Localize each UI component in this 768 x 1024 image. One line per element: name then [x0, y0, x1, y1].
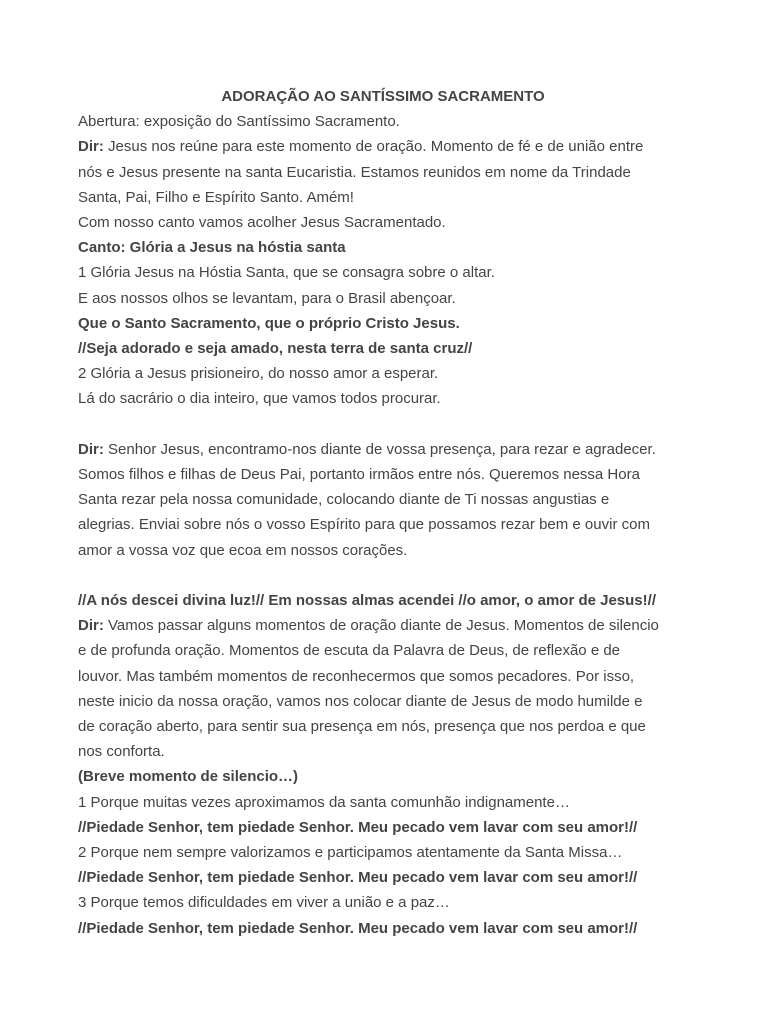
chant-line: //A nós descei divina luz!// Em nossas almas acendei //o amor, o amor de Jesus!//: [78, 592, 656, 610]
opening-line: Abertura: exposição do Santíssimo Sacramento.: [78, 113, 400, 131]
response-line: //Piedade Senhor, tem piedade Senhor. Meu pecado vem lavar com seu amor!//: [78, 919, 638, 937]
paragraph-line: Dir: Senhor Jesus, encontramo-nos diante de vossa presença, para rezar e agradecer.: [78, 440, 656, 458]
paragraph-line: Santa rezar pela nossa comunidade, colocando diante de Ti nossas angustias e: [78, 491, 610, 509]
paragraph-line: Somos filhos e filhas de Deus Pai, portanto irmãos entre nós. Queremos nessa Hora: [78, 466, 640, 484]
document-title: ADORAÇÃO AO SANTÍSSIMO SACRAMENTO: [221, 88, 545, 105]
response-line: //Piedade Senhor, tem piedade Senhor. Meu pecado vem lavar com seu amor!//: [78, 818, 638, 836]
response-line: //Piedade Senhor, tem piedade Senhor. Meu pecado vem lavar com seu amor!//: [78, 869, 638, 887]
hymn-heading: Canto: Glória a Jesus na hóstia santa: [78, 239, 346, 257]
paragraph-line: Santa, Pai, Filho e Espírito Santo. Amém!: [78, 188, 354, 206]
blank-line: [78, 412, 688, 437]
paragraph-line: louvor. Mas também momentos de reconhecermos que somos pecadores. Por isso,: [78, 667, 635, 685]
hymn-line: 2 Glória a Jesus prisioneiro, do nosso amor a esperar.: [78, 365, 439, 383]
speaker-label: Dir:: [78, 138, 104, 156]
paragraph-line: nos conforta.: [78, 743, 165, 761]
petition-line: 3 Porque temos dificuldades em viver a união e a paz…: [78, 894, 450, 912]
document-page: [78, 84, 688, 941]
speaker-label: Dir:: [78, 617, 104, 635]
hymn-line: Lá do sacrário o dia inteiro, que vamos todos procurar.: [78, 390, 441, 408]
paragraph-line: nós e Jesus presente na santa Eucaristia. Estamos reunidos em nome da Trindade: [78, 163, 631, 181]
instruction-line: (Breve momento de silencio…): [78, 768, 299, 786]
paragraph-line: Com nosso canto vamos acolher Jesus Sacramentado.: [78, 214, 446, 232]
paragraph-line: e de profunda oração. Momentos de escuta da Palavra de Deus, de reflexão e de: [78, 642, 621, 660]
paragraph-line: Dir: Vamos passar alguns momentos de oração diante de Jesus. Momentos de silencio: [78, 617, 659, 635]
paragraph-line: de coração aberto, para sentir sua presença em nós, presença que nos perdoa e que: [78, 718, 646, 736]
hymn-line: 1 Glória Jesus na Hóstia Santa, que se consagra sobre o altar.: [78, 264, 495, 282]
hymn-refrain-line: Que o Santo Sacramento, que o próprio Cristo Jesus.: [78, 314, 460, 332]
paragraph-line: Dir: Jesus nos reúne para este momento de oração. Momento de fé e de união entre: [78, 138, 644, 156]
blank-line: [78, 563, 688, 588]
paragraph-line: neste inicio da nossa oração, vamos nos colocar diante de Jesus de modo humilde e: [78, 692, 643, 710]
speaker-label: Dir:: [78, 440, 104, 458]
petition-line: 2 Porque nem sempre valorizamos e participamos atentamente da Santa Missa…: [78, 844, 623, 862]
hymn-line: E aos nossos olhos se levantam, para o Brasil abençoar.: [78, 289, 456, 307]
paragraph-line: amor a vossa voz que ecoa em nossos corações.: [78, 541, 408, 559]
hymn-refrain-line: //Seja adorado e seja amado, nesta terra de santa cruz//: [78, 340, 473, 358]
petition-line: 1 Porque muitas vezes aproximamos da santa comunhão indignamente…: [78, 793, 570, 811]
paragraph-line: alegrias. Enviai sobre nós o vosso Espírito para que possamos rezar bem e ouvir com: [78, 516, 650, 534]
